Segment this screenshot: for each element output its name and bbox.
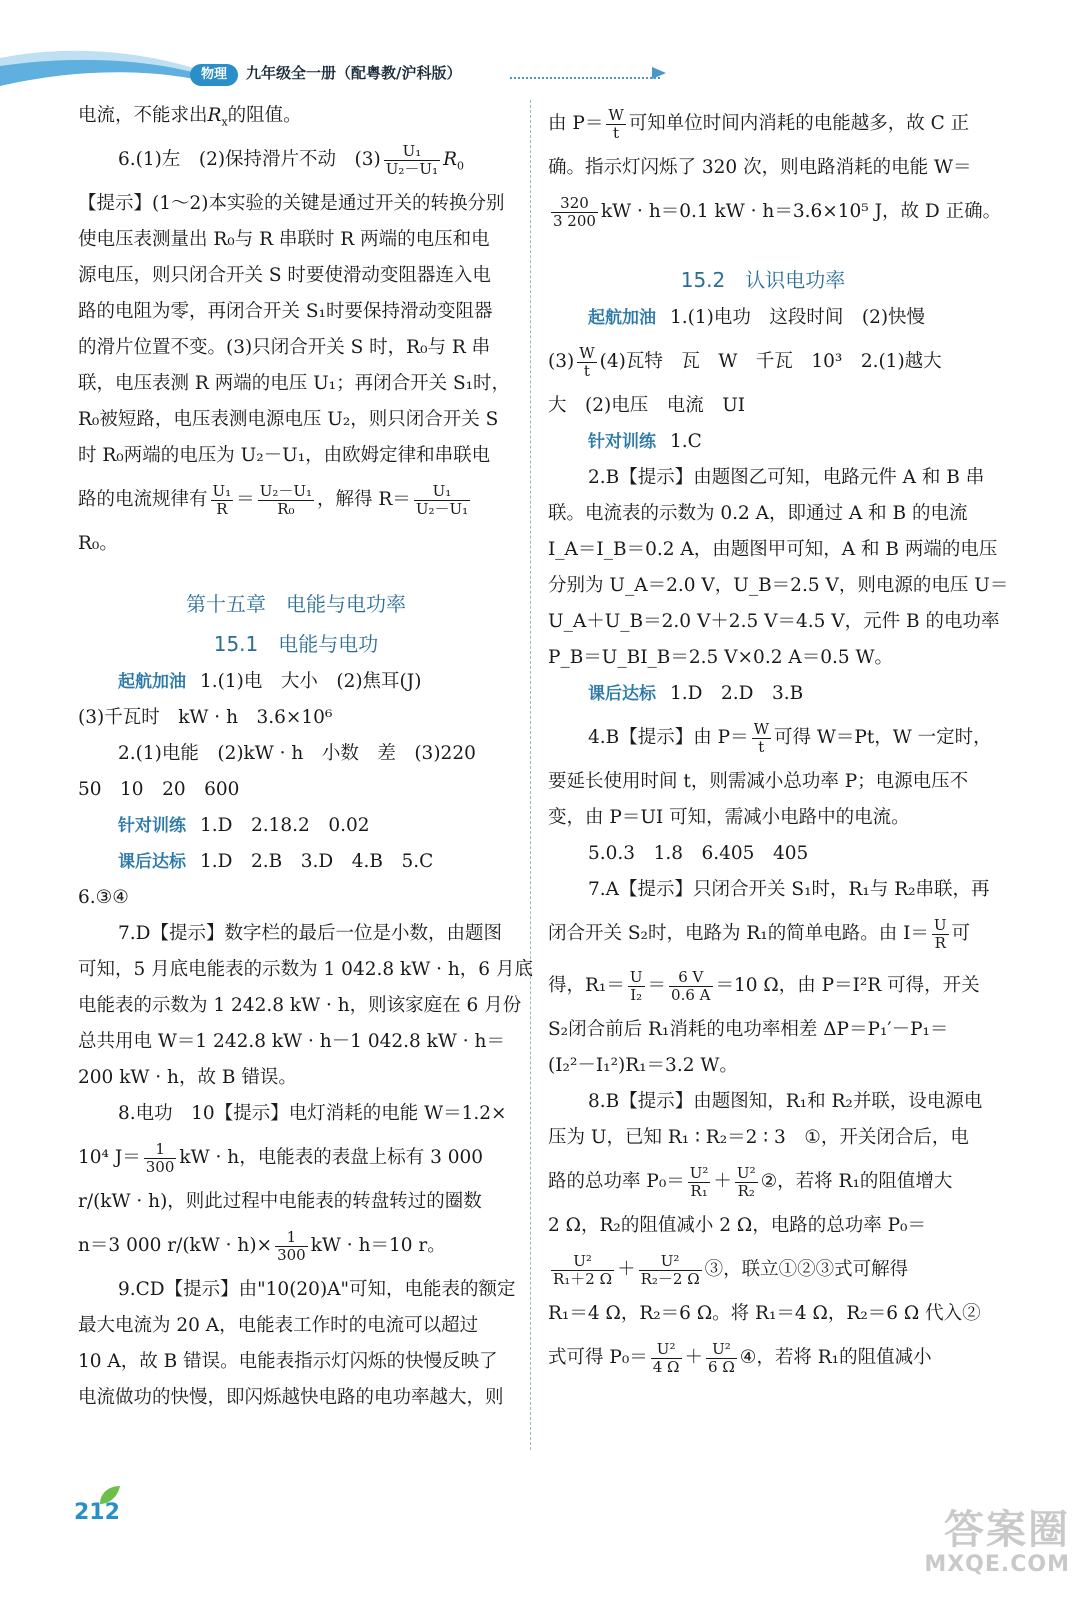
- hint-line: 的滑片位置不变。(3)只闭合开关 S 时，R₀与 R 串: [78, 337, 491, 358]
- fraction: $\frac{W}{t}$: [608, 105, 624, 142]
- section-tag: 课后达标: [588, 684, 656, 704]
- answer-4: 4.B【提示】由 P＝ $\frac{W}{t}$ 可得 W＝Pt，W 一定时，: [588, 719, 992, 756]
- watermark-logo: [890, 1508, 1070, 1578]
- fraction: $\frac{U}{R}$: [933, 915, 947, 952]
- hint-line: 时 R₀两端的电压为 U₂－U₁，由欧姆定律和串联电: [78, 445, 491, 466]
- kehou-answers: 课后达标 1.D 2.D 3.B: [588, 683, 804, 704]
- answer-line: I_A＝I_B＝0.2 A，由题图甲可知，A 和 B 两端的电压: [548, 539, 998, 560]
- fraction: $\frac{\text{U₁}}{\text{U₂－U₁}}$: [415, 481, 469, 518]
- answer-8: 8.电功 10【提示】电灯消耗的电能 W＝1.2×: [118, 1103, 507, 1124]
- answer-line: S₂闭合前后 R₁消耗的电功率相差 ΔP＝P₁′－P₁＝: [548, 1019, 949, 1040]
- section-tag: 起航加油: [118, 672, 186, 692]
- answer-line-formula: 闭合开关 S₂时，电路为 R₁的简单电路。由 I＝ $\frac{U}{R}$ 可: [548, 915, 971, 952]
- answer-line: 电流做功的快慢，即闪烁越快电路的电功率越大，则: [78, 1387, 504, 1408]
- answer-line: 大 (2)电压 电流 UI: [548, 395, 746, 416]
- fraction: $\frac{\text{U₂－U₁}}{\text{R₀}}$: [259, 481, 312, 518]
- answer-line: 200 kW · h，故 B 错误。: [78, 1067, 297, 1088]
- fraction: $\frac{W}{t}$: [753, 719, 769, 756]
- fraction: $\frac{320}{3 200}$: [553, 193, 596, 230]
- answer-line: 变，由 P＝UI 可知，需减小电路中的电流。: [548, 807, 910, 828]
- chapter-title: 第十五章 电能与电功率: [186, 592, 406, 616]
- answer-line: 10 A，故 B 错误。电能表指示灯闪烁的快慢反映了: [78, 1351, 498, 1372]
- fraction: $\frac{6 V}{0.6 A}$: [671, 967, 711, 1004]
- answer-line: 确。指示灯闪烁了 320 次，则电路消耗的电能 W＝: [548, 157, 972, 178]
- hint-line: 路的电阻为零，再闭合开关 S₁时要保持滑动变阻器: [78, 301, 493, 322]
- left-column: [78, 98, 533, 1416]
- answer-line: 50 10 20 600: [78, 779, 240, 800]
- answer-7: 7.D【提示】数字栏的最后一位是小数，由题图: [118, 923, 502, 944]
- answer-line: (I₂²－I₁²)R₁＝3.2 W。: [548, 1055, 738, 1076]
- answer-line: 可知，5 月底电能表的示数为 1 042.8 kW · h，6 月底: [78, 959, 533, 980]
- fraction: $\frac{\text{U²}}{6 \Omega}$: [708, 1339, 735, 1376]
- answer-line-formula: $\frac{320}{3 200}$ kW · h＝0.1 kW · h＝3.6×10⁵ J，故 D 正确。: [553, 193, 1002, 230]
- column-divider: [530, 100, 531, 1450]
- answer-line: 要延长使用时间 t，则需减小总功率 P；电源电压不: [548, 771, 969, 792]
- section-tag: 起航加油: [588, 308, 656, 328]
- qihang-answers: 起航加油 1.(1)电功 这段时间 (2)快慢: [588, 307, 926, 328]
- fraction: $\frac{\text{U²}}{\text{R₂}}$: [736, 1163, 756, 1200]
- answer-line-formula: 式可得 P₀＝ $\frac{\text{U²}}{4 \Omega}$ ＋ $\frac{\text{U²}}{6 \Omega}$ ④，若将 R₁的阻值减小: [548, 1339, 932, 1376]
- answer-line: (3)千瓦时 kW · h 3.6×10⁶: [78, 707, 333, 728]
- fraction: $\frac{\text{U²}}{\text{R₂－2 Ω}}$: [640, 1251, 700, 1288]
- answer-7: 7.A【提示】只闭合开关 S₁时，R₁与 R₂串联，再: [588, 879, 990, 900]
- section-tag: 针对训练: [118, 816, 186, 836]
- answer-line-formula: 得，R₁＝ $\frac{U}{\text{I₂}}$ ＝ $\frac{6 V}{0.6 A}$ ＝10 Ω，由 P＝I²R 可得，开关: [548, 967, 980, 1004]
- fraction: $\frac{1}{300}$: [145, 1139, 175, 1176]
- answer-6: 6.(1)左 (2)保持滑片不动 (3) $\frac{\text{U₁}}{\text{U₂－U₁}}$ $R_0$: [118, 141, 465, 178]
- answer-line: 6.③④: [78, 887, 129, 908]
- watermark-text: 答案圈: [944, 1507, 1070, 1553]
- zhendui-answers: 针对训练 1.D 2.18.2 0.02: [118, 815, 370, 836]
- page-number: 212: [74, 1500, 120, 1525]
- hint-line: R₀被短路，电压表测电源电压 U₂，则只闭合开关 S: [78, 409, 499, 430]
- answer-line-formula: 10⁴ J＝ $\frac{1}{300}$ kW · h，电能表的表盘上标有 3 000: [78, 1139, 484, 1176]
- answer-line: U_A＋U_B＝2.0 V＋2.5 V＝4.5 V，元件 B 的电功率: [548, 611, 1000, 632]
- answer-8: 8.B【提示】由题图知，R₁和 R₂并联，设电源电: [588, 1091, 983, 1112]
- hint-line: 联，电压表测 R 两端的电压 U₁；再闭合开关 S₁时，: [78, 373, 511, 394]
- section-tag: 课后达标: [118, 852, 186, 872]
- answer-line: R₁＝4 Ω，R₂＝6 Ω。将 R₁＝4 Ω，R₂＝6 Ω 代入②: [548, 1303, 981, 1324]
- answer-line: 压为 U，已知 R₁ ∶ R₂＝2 ∶ 3 ①，开关闭合后，电: [548, 1127, 969, 1148]
- section-title: 15.2 认识电功率: [680, 268, 846, 292]
- text-line: 电流，不能求出$R_x$的阻值。: [78, 105, 302, 129]
- hint-line-formula: 路的电流规律有 $\frac{\text{U₁}}{R}$ ＝ $\frac{\text{U₂－U₁}}{\text{R₀}}$ ，解得 R＝ $\frac{\text{U₁}}{\text{U₂－U₁}}$: [78, 481, 469, 518]
- answer-line-formula: 由 P＝ $\frac{W}{t}$ 可知单位时间内消耗的电能越多，故 C 正: [548, 105, 970, 142]
- section-title: 15.1 电能与电功: [213, 632, 379, 656]
- fraction: $\frac{\text{U₁}}{\text{U₂－U₁}}$: [385, 141, 439, 178]
- zhendui-answers: 针对训练 1.C: [588, 431, 702, 452]
- answer-9: 9.CD【提示】由"10(20)A"可知，电能表的额定: [118, 1279, 516, 1300]
- answer-line: r/(kW · h)，则此过程中电能表的转盘转过的圈数: [78, 1191, 482, 1212]
- page-header: [0, 0, 1079, 100]
- watermark-url: MXQE.COM: [924, 1552, 1070, 1577]
- answer-line: 分别为 U_A＝2.0 V，U_B＝2.5 V，则电源的电压 U＝: [548, 575, 1009, 596]
- fraction: $\frac{U}{\text{I₂}}$: [629, 967, 643, 1004]
- book-title: 九年级全一册（配粤教/沪科版）: [246, 64, 462, 82]
- header-swoosh-decoration: [0, 0, 200, 100]
- header-arrow-icon: [652, 67, 666, 79]
- answer-line: 2.(1)电能 (2)kW · h 小数 差 (3)220: [118, 743, 476, 764]
- answer-line-formula: (3) $\frac{W}{t}$ (4)瓦特 瓦 W 千瓦 10³ 2.(1)越大: [548, 343, 942, 380]
- fraction: $\frac{W}{t}$: [579, 343, 595, 380]
- hint-line: R₀。: [78, 533, 118, 554]
- answer-line-formula: 路的总功率 P₀＝ $\frac{\text{U²}}{\text{R₁}}$ ＋ $\frac{\text{U²}}{\text{R₂}}$ ②，若将 R₁的阻值增大: [548, 1163, 953, 1200]
- fraction: $\frac{\text{U²}}{\text{R₁}}$: [689, 1163, 709, 1200]
- fraction: $\frac{\text{U²}}{4 \Omega}$: [652, 1339, 680, 1376]
- header-dotted-line: [510, 65, 660, 79]
- answer-line: 电能表的示数为 1 242.8 kW · h，则该家庭在 6 月份: [78, 995, 522, 1016]
- fraction: $\frac{\text{U₁}}{R}$: [212, 481, 232, 518]
- answer-line: 2 Ω，R₂的阻值减小 2 Ω，电路的总功率 P₀＝: [548, 1215, 926, 1236]
- hint-line: 【提示】(1～2)本实验的关键是通过开关的转换分别: [78, 193, 505, 214]
- kehou-answers: 课后达标 1.D 2.B 3.D 4.B 5.C: [118, 851, 434, 872]
- hint-line: 源电压，则只闭合开关 S 时要使滑动变阻器连入电: [78, 265, 491, 286]
- answer-line-formula: n＝3 000 r/(kW · h)× $\frac{1}{300}$ kW · h＝10 r。: [78, 1227, 446, 1264]
- answer-line: 总共用电 W＝1 242.8 kW · h－1 042.8 kW · h＝: [78, 1031, 505, 1052]
- right-column: [548, 98, 1009, 1384]
- answer-line: P_B＝U_BI_B＝2.5 V×0.2 A＝0.5 W。: [548, 647, 894, 668]
- qihang-answers: 起航加油 1.(1)电 大小 (2)焦耳(J): [118, 671, 422, 692]
- fraction: $\frac{\text{U²}}{\text{R₁＋2 Ω}}$: [553, 1251, 613, 1288]
- answer-line-formula: $\frac{\text{U²}}{\text{R₁＋2 Ω}}$ ＋ $\frac{\text{U²}}{\text{R₂－2 Ω}}$ ③，联立①②③式可解得: [553, 1251, 909, 1288]
- hint-line: 使电压表测量出 R₀与 R 串联时 R 两端的电压和电: [78, 229, 490, 250]
- fraction: $\frac{1}{300}$: [277, 1227, 306, 1264]
- answer-5-6: 5.0.3 1.8 6.405 405: [588, 843, 809, 864]
- subject-badge: 物理: [190, 64, 238, 86]
- answer-2: 2.B【提示】由题图乙可知，电路元件 A 和 B 串: [588, 467, 985, 488]
- answer-line: 最大电流为 20 A，电能表工作时的电流可以超过: [78, 1315, 479, 1336]
- answer-line: 联。电流表的示数为 0.2 A，即通过 A 和 B 的电流: [548, 503, 968, 524]
- section-tag: 针对训练: [588, 432, 656, 452]
